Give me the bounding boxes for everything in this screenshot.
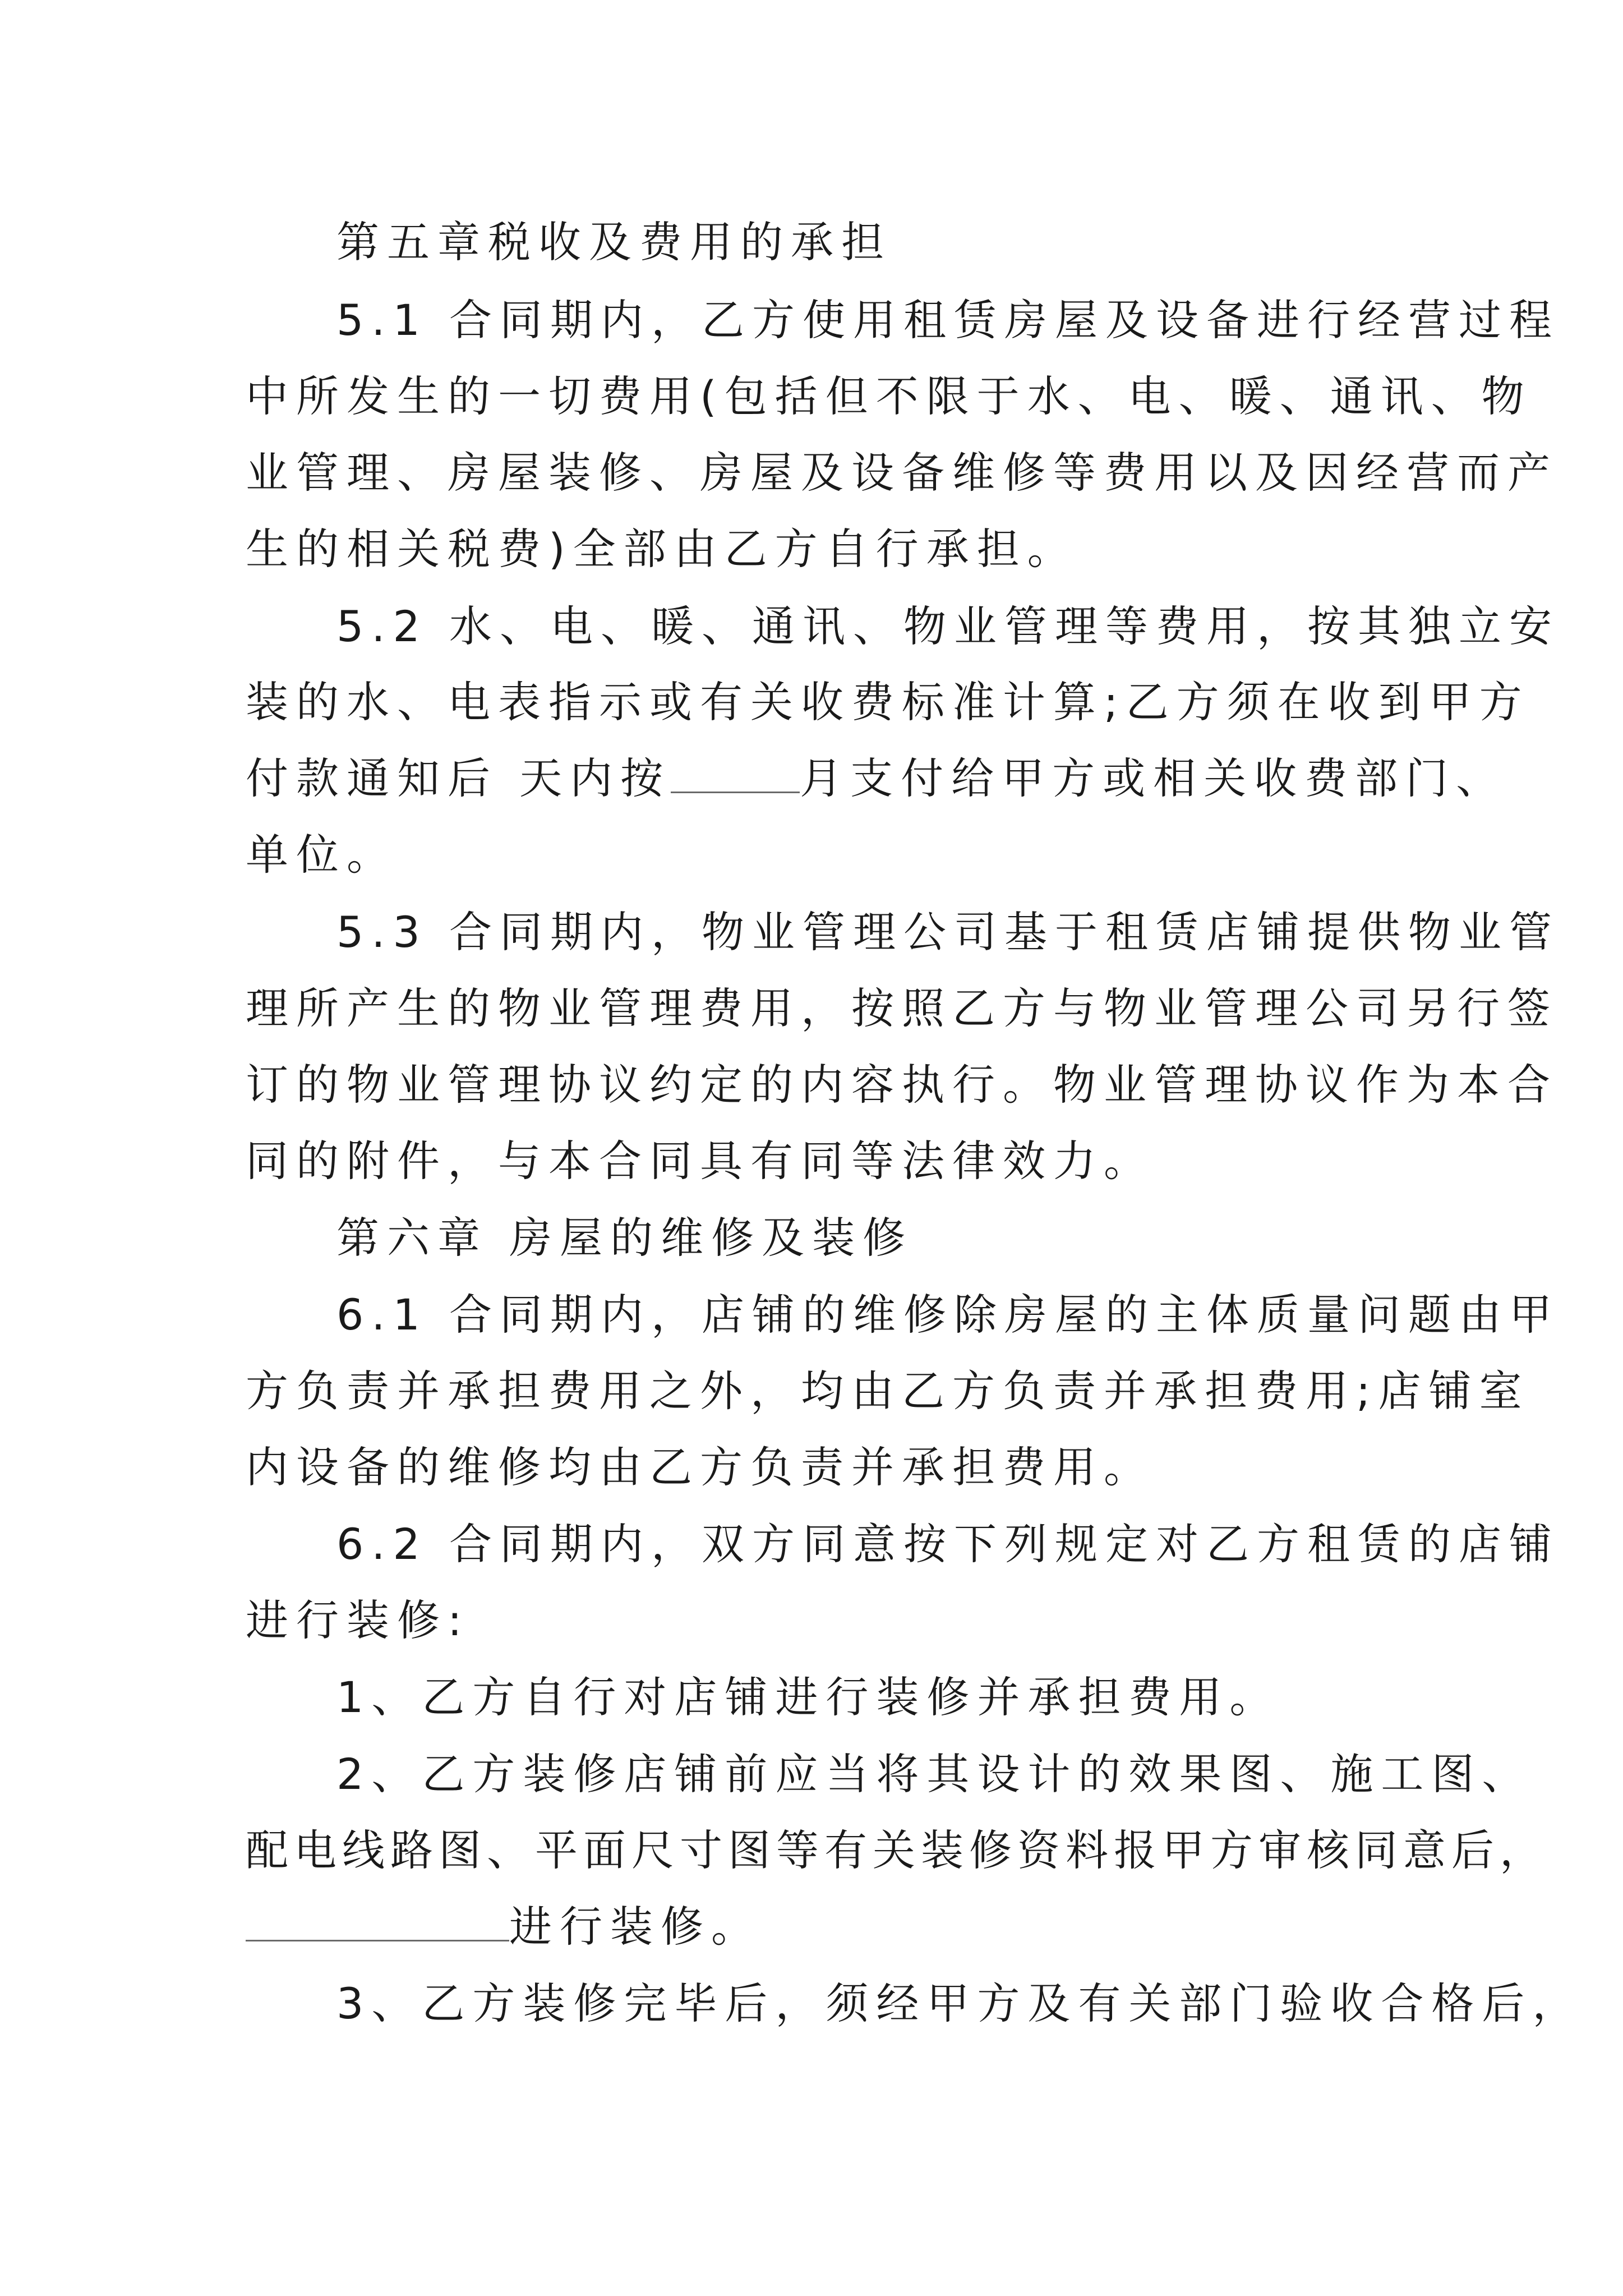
clause-5-3-line-4: 同的附件，与本合同具有同等法律效力。 <box>246 1136 1154 1186</box>
clause-5-2-line-4: 单位。 <box>246 830 397 880</box>
list-item-2-line-3 <box>246 1899 762 1955</box>
clause-6-1-line-2: 方负责并承担费用之外，均由乙方负责并承担费用;店铺室 <box>246 1366 1530 1416</box>
clause-5-2-line-3-end: 月支付给甲方或相关收费部门、 <box>800 753 1507 803</box>
list-item-2-line-3-text: 进行装修。 <box>509 1902 762 1952</box>
clause-6-1-line-1: 6.1 合同期内，店铺的维修除房屋的主体质量问题由甲 <box>336 1290 1560 1340</box>
clause-5-2-line-2: 装的水、电表指示或有关收费标准计算;乙方须在收到甲方 <box>246 677 1530 727</box>
clause-6-2-line-1: 6.2 合同期内，双方同意按下列规定对乙方租赁的店铺 <box>336 1519 1560 1569</box>
list-item-3: 3、乙方装修完毕后，须经甲方及有关部门验收合格后， <box>336 1978 1583 2028</box>
clause-5-3-line-1: 5.3 合同期内，物业管理公司基于租赁店铺提供物业管 <box>336 907 1560 957</box>
clause-5-1-line-1: 5.1 合同期内，乙方使用租赁房屋及设备进行经营过程 <box>336 295 1560 345</box>
clause-5-2-line-3-start: 付款通知后 天内按 <box>246 753 671 803</box>
clause-5-1-line-2: 中所发生的一切费用(包括但不限于水、电、暖、通讯、物 <box>246 371 1532 421</box>
clause-5-3-line-2: 理所产生的物业管理费用，按照乙方与物业管理公司另行签 <box>246 983 1558 1033</box>
list-item-2-line-2: 配电线路图、平面尺寸图等有关装修资料报甲方审核同意后， <box>246 1825 1548 1875</box>
list-item-1: 1、乙方自行对店铺进行装修并承担费用。 <box>336 1672 1280 1722</box>
fill-in-blank-months <box>671 754 800 793</box>
clause-6-1-line-3: 内设备的维修均由乙方负责并承担费用。 <box>246 1442 1154 1492</box>
clause-5-1-line-4: 生的相关税费)全部由乙方自行承担。 <box>246 524 1078 574</box>
fill-in-blank-approval <box>246 1903 509 1941</box>
list-item-2-line-1: 2、乙方装修店铺前应当将其设计的效果图、施工图、 <box>336 1749 1533 1799</box>
clause-5-3-line-3: 订的物业管理协议约定的内容执行。物业管理协议作为本合 <box>246 1060 1558 1110</box>
clause-5-2-line-1: 5.2 水、电、暖、通讯、物业管理等费用，按其独立安 <box>336 601 1560 651</box>
clause-5-2-line-3 <box>246 751 1506 807</box>
chapter-6-heading: 第六章 房屋的维修及装修 <box>336 1213 914 1263</box>
chapter-5-heading: 第五章税收及费用的承担 <box>336 217 892 267</box>
clause-6-2-line-2: 进行装修: <box>246 1595 470 1645</box>
clause-5-1-line-3: 业管理、房屋装修、房屋及设备维修等费用以及因经营而产 <box>246 448 1558 498</box>
